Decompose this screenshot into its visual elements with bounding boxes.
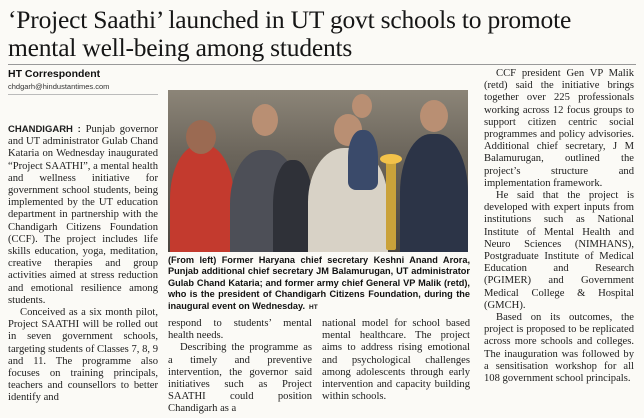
byline-rule <box>8 94 158 95</box>
paragraph <box>8 124 158 307</box>
photo-caption-text: (From left) Former Haryana chief secretary Keshni Anand Arora, Punjab additional chief secretary JM Balamurugan, UT administrator Gulab Chand Kataria; and former army chief General VP Malik (retd), who is the president of Chandigarh Citizens Foundation, during the inaugural event on Wednesday. <box>168 255 470 311</box>
article-column-3 <box>322 318 470 403</box>
paragraph: He said that the project is developed with expert inputs from institutions such as National Institute of Mental Health and Neuro Sciences (NIMHANS), Postgraduate Institute of Medical Education and Research (PGIMER) and Government Medical College & Hospital (GMCH). <box>484 190 634 311</box>
paragraph: respond to students’ mental health needs. <box>168 318 312 342</box>
article-column-2 <box>168 318 312 416</box>
paragraph: Conceived as a six month pilot, Project SAATHI will be rolled out in seven government schools, targeting students of Classes 7, 8, 9 and 11. The programme also focuses on training principals, teachers and counsellors to better identify and <box>8 307 158 404</box>
article-column-4 <box>484 68 634 385</box>
byline: HT Correspondent <box>8 68 101 80</box>
photo-caption <box>168 255 470 313</box>
paragraph: Describing the programme as a timely and preventive intervention, the governor said initiatives such as Project SAATHI could position Chandigarh as a <box>168 342 312 415</box>
paragraph: CCF president Gen VP Malik (retd) said the initiative brings together over 225 professionals working across 12 focus groups to support citizen centric social programmes and policy advisories. Additional chief secretary, J M Balamurugan, outlined the project’s structure and implementation framework. <box>484 68 634 189</box>
headline-rule <box>8 64 636 65</box>
photo-credit: HT <box>309 303 318 311</box>
news-photo <box>168 90 468 252</box>
headline: ‘Project Saathi’ launched in UT govt schools to promote mental well-being among students <box>8 5 572 62</box>
dateline: CHANDIGARH : <box>8 124 81 135</box>
byline-email: chdgarh@hindustantimes.com <box>8 82 110 91</box>
paragraph: national model for school based mental healthcare. The project aims to address rising emotional and psychological challenges among adolescents through early intervention and capacity building within schools. <box>322 318 470 403</box>
paragraph-text: Punjab governor and UT administrator Gulab Chand Kataria on Wednesday inaugurated “Project SAATHI”, a mental health and wellness initiative for government school students, being implemented by the UT education department in partnership with the Chandigarh Citizens Foundation (CCF). The project includes life skills education, yoga, meditation, creative therapies and group activities aimed at stress reduction and emotional resilience among students. <box>8 124 158 306</box>
paragraph: Based on its outcomes, the project is proposed to be replicated across more schools and colleges. The inauguration was followed by a sensitisation workshop for all 108 government school principals. <box>484 312 634 385</box>
article-column-1 <box>8 124 158 405</box>
